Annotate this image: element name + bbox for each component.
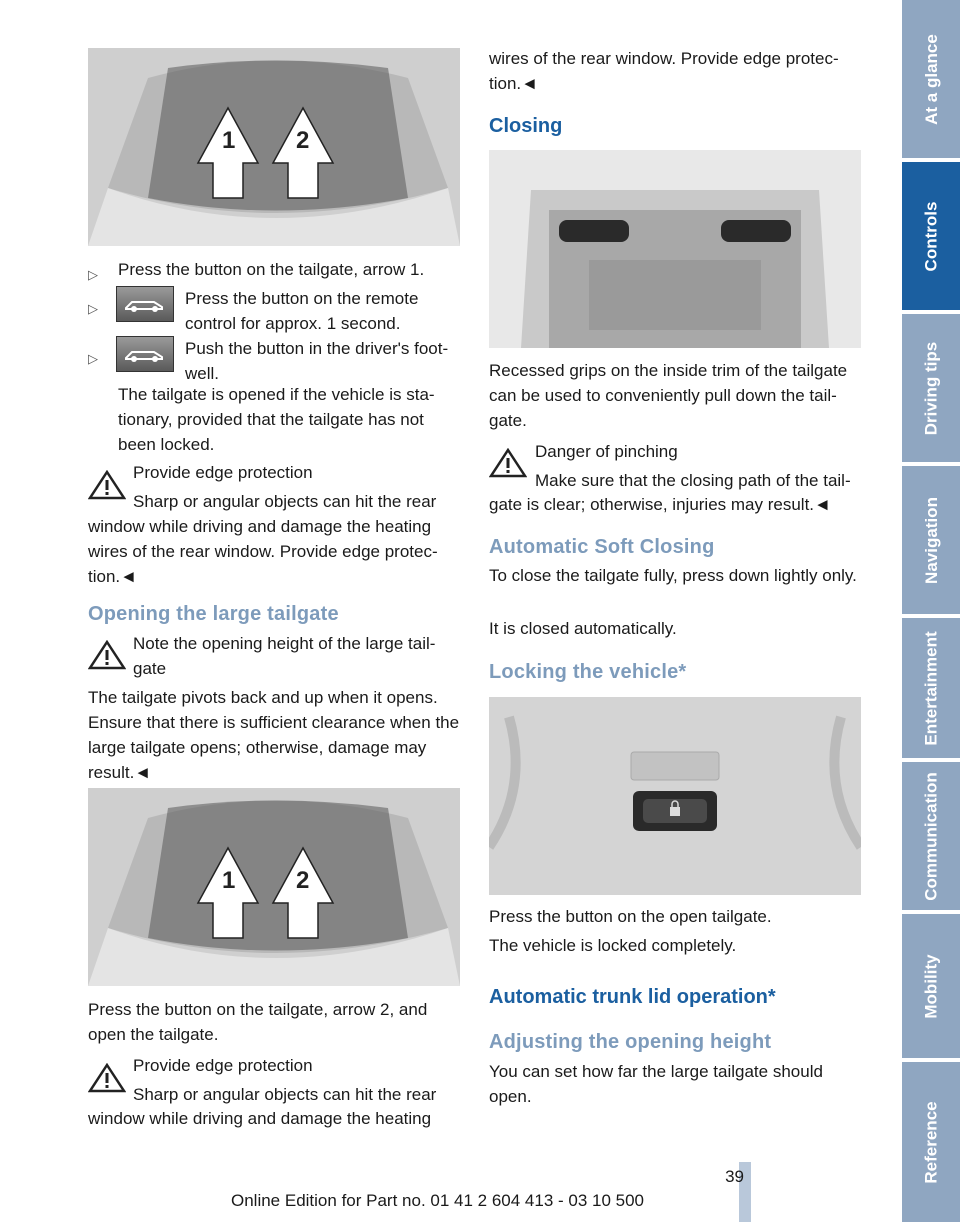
tab-label: Reference xyxy=(921,1100,941,1184)
page-number: 39 xyxy=(725,1167,744,1186)
tab-label: At a glance xyxy=(921,33,941,125)
tab-reference[interactable] xyxy=(902,1062,960,1222)
warning-title: Danger of pinching xyxy=(535,442,678,461)
bullet-text-3: Push the button in the driver's foot-well. xyxy=(185,339,449,383)
bullet-text-1: Press the button on the tailgate, arrow 1. xyxy=(118,260,425,279)
heading-automatic-trunk-lid: Automatic trunk lid operation* xyxy=(489,986,776,1008)
heading-automatic-soft-closing: Automatic Soft Closing xyxy=(489,536,715,558)
warning-title: Note the opening height of the large tail-gate xyxy=(133,634,436,678)
arrow-label-1: 1 xyxy=(222,867,236,894)
tailgate-figure-2 xyxy=(88,788,460,986)
warning-line: Sharp or angular objects can hit the rear xyxy=(133,1085,437,1104)
paragraph-arrow-2: Press the button on the tailgate, arrow 2, and open the tailgate. xyxy=(88,1000,428,1044)
paragraph-soft-closing: To close the tailgate fully, press down lightly only. xyxy=(489,566,857,585)
warning-title: Provide edge protection xyxy=(133,1056,313,1075)
tailgate-inside-grips-figure xyxy=(489,150,861,348)
bullet-marker: ▷ xyxy=(88,351,98,366)
tab-mobility[interactable] xyxy=(902,914,960,1058)
warning-title: Provide edge protection xyxy=(133,463,313,482)
paragraph-grips: Recessed grips on the inside trim of the tailgate can be used to conveniently pull down the tail-gate. xyxy=(489,361,848,430)
footer-edition-text: Online Edition for Part no. 01 41 2 604 413 - 03 10 500 xyxy=(231,1191,645,1210)
tab-controls[interactable] xyxy=(902,162,960,310)
arrow-label-1: 1 xyxy=(222,127,236,154)
bullet-text-2: Press the button on the remote control for approx. 1 second. xyxy=(185,289,419,333)
arrow-label-2: 2 xyxy=(296,867,310,894)
arrow-label-2: 2 xyxy=(296,127,310,154)
warning-line: Make sure that the closing path of the tail- xyxy=(535,471,851,490)
warning-icon xyxy=(489,448,527,478)
paragraph-lock-1: Press the button on the open tailgate. xyxy=(489,907,772,926)
tab-label: Controls xyxy=(921,201,941,271)
heading-opening-large-tailgate: Opening the large tailgate xyxy=(88,603,339,625)
warning-body: gate is clear; otherwise, injuries may result.◄ xyxy=(489,495,831,514)
tab-at-a-glance[interactable] xyxy=(902,0,960,158)
tab-label: Entertainment xyxy=(921,630,941,746)
warning-icon xyxy=(88,470,126,500)
tab-label: Mobility xyxy=(921,953,941,1019)
lock-button-figure xyxy=(489,697,861,895)
bullet-marker: ▷ xyxy=(88,301,98,316)
warning-body: The tailgate pivots back and up when it opens. Ensure that there is sufficient clearance when the large tailgate opens; otherwise, damage may result.◄ xyxy=(88,688,460,782)
tailgate-note: The tailgate is opened if the vehicle is sta-tionary, provided that the tailgate has not been locked. xyxy=(118,385,435,454)
remote-key-car-icon xyxy=(116,286,174,322)
paragraph-lock-2: The vehicle is locked completely. xyxy=(489,936,737,955)
warning-line: Sharp or angular objects can hit the rear xyxy=(133,492,437,511)
tab-label: Communication xyxy=(921,771,941,901)
tab-label: Driving tips xyxy=(921,341,941,435)
warning-body: window while driving and damage the heating xyxy=(88,1109,432,1128)
heading-closing: Closing xyxy=(489,115,563,137)
warning-icon xyxy=(88,640,126,670)
tab-communication[interactable] xyxy=(902,762,960,910)
continued-text: wires of the rear window. Provide edge protec-tion.◄ xyxy=(489,49,839,93)
warning-icon xyxy=(88,1063,126,1093)
tab-driving-tips[interactable] xyxy=(902,314,960,462)
tab-label: Navigation xyxy=(921,496,941,584)
footwell-button-car-icon xyxy=(116,336,174,372)
paragraph-adjust: You can set how far the large tailgate should open. xyxy=(489,1062,823,1106)
bullet-marker: ▷ xyxy=(88,267,98,282)
heading-adjusting-opening-height: Adjusting the opening height xyxy=(489,1031,772,1053)
warning-body: window while driving and damage the heating wires of the rear window. Provide edge protec-tion.◄ xyxy=(88,517,438,586)
heading-locking-vehicle: Locking the vehicle* xyxy=(489,661,687,683)
tailgate-figure-1 xyxy=(88,48,460,246)
tab-entertainment[interactable] xyxy=(902,618,960,758)
tab-navigation[interactable] xyxy=(902,466,960,614)
paragraph-soft-closing-2: It is closed automatically. xyxy=(489,619,677,638)
